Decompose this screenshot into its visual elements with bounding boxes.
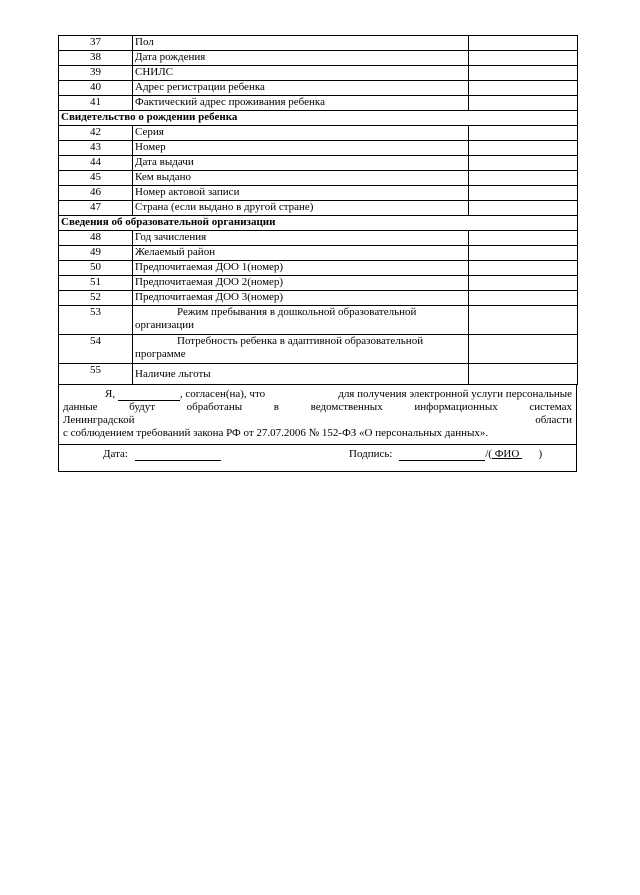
row-label: Номер <box>133 141 469 156</box>
table-row <box>59 126 578 141</box>
table-row <box>59 306 578 335</box>
row-label: Пол <box>133 36 469 51</box>
row-number: 48 <box>59 231 133 246</box>
row-label: Номер актовой записи <box>133 186 469 201</box>
signature-block <box>58 445 577 472</box>
value-cell[interactable] <box>469 141 578 156</box>
row-label: Адрес регистрации ребенка <box>133 81 469 96</box>
consent-law: с соблюдением требований закона РФ от 27.07.2006 № 152-ФЗ «О персональных данных». <box>63 427 489 439</box>
value-cell[interactable] <box>469 306 578 335</box>
row-number: 54 <box>59 335 133 364</box>
value-cell[interactable] <box>469 81 578 96</box>
consent-word: данные <box>63 401 98 413</box>
table-row <box>59 246 578 261</box>
value-cell[interactable] <box>469 364 578 385</box>
row-label: СНИЛС <box>133 66 469 81</box>
row-label <box>133 306 469 335</box>
consent-lead <box>63 388 265 401</box>
row-number: 50 <box>59 261 133 276</box>
value-cell[interactable] <box>469 291 578 306</box>
section-header-educational-organization <box>59 216 578 231</box>
row-number: 44 <box>59 156 133 171</box>
table-row <box>59 81 578 96</box>
consent-line-2 <box>63 401 572 414</box>
consent-ya: Я, <box>105 388 116 400</box>
table-row <box>59 335 578 364</box>
row-number: 40 <box>59 81 133 96</box>
value-cell[interactable] <box>469 276 578 291</box>
date-blank[interactable] <box>135 460 221 461</box>
date-label: Дата: <box>103 448 128 460</box>
table-row <box>59 364 578 385</box>
value-cell[interactable] <box>469 126 578 141</box>
row-number: 43 <box>59 141 133 156</box>
value-cell[interactable] <box>469 231 578 246</box>
row-label: Серия <box>133 126 469 141</box>
table-row <box>59 66 578 81</box>
table-row <box>59 171 578 186</box>
value-cell[interactable] <box>469 186 578 201</box>
row-label-line: организации <box>135 319 195 331</box>
row-number: 37 <box>59 36 133 51</box>
section-title: Свидетельство о рождении ребенка <box>59 111 578 126</box>
row-number: 47 <box>59 201 133 216</box>
table-row <box>59 186 578 201</box>
table-row <box>59 156 578 171</box>
fio-close: ) <box>522 448 543 460</box>
value-cell[interactable] <box>469 171 578 186</box>
value-cell[interactable] <box>469 51 578 66</box>
table-row <box>59 51 578 66</box>
date-field <box>103 448 221 461</box>
table-row <box>59 201 578 216</box>
consent-word: в <box>273 401 279 413</box>
row-label-line: программе <box>135 348 186 360</box>
consent-line-3 <box>63 414 572 427</box>
row-number: 41 <box>59 96 133 111</box>
row-label: Кем выдано <box>133 171 469 186</box>
row-number: 49 <box>59 246 133 261</box>
row-label: Страна (если выдано в другой стране) <box>133 201 469 216</box>
row-label: Год зачисления <box>133 231 469 246</box>
row-number: 53 <box>59 306 133 335</box>
signature-blank[interactable] <box>399 460 485 461</box>
value-cell[interactable] <box>469 96 578 111</box>
consent-agree: , согласен(на), что <box>179 388 266 400</box>
consent-word: информационных <box>414 401 498 413</box>
consent-region-suffix: области <box>535 414 572 426</box>
value-cell[interactable] <box>469 36 578 51</box>
fio-open: /( <box>485 448 492 460</box>
row-number: 55 <box>59 364 133 385</box>
table-row <box>59 291 578 306</box>
row-number: 39 <box>59 66 133 81</box>
table-row <box>59 36 578 51</box>
form-table <box>58 35 578 385</box>
row-number: 42 <box>59 126 133 141</box>
value-cell[interactable] <box>469 246 578 261</box>
section-title: Сведения об образовательной организации <box>59 216 578 231</box>
row-number: 46 <box>59 186 133 201</box>
row-label <box>133 335 469 364</box>
table-row <box>59 231 578 246</box>
row-label: Желаемый район <box>133 246 469 261</box>
value-cell[interactable] <box>469 261 578 276</box>
row-label: Предпочитаемая ДОО 3(номер) <box>133 291 469 306</box>
row-label-line: Потребность ребенка в адаптивной образовательной <box>177 335 424 347</box>
row-number: 45 <box>59 171 133 186</box>
signature-label: Подпись: <box>349 448 393 460</box>
row-number: 52 <box>59 291 133 306</box>
value-cell[interactable] <box>469 335 578 364</box>
row-label: Дата рождения <box>133 51 469 66</box>
section-header-birth-certificate <box>59 111 578 126</box>
consent-block <box>58 385 577 445</box>
row-label-line: Режим пребывания в дошкольной образовательной <box>177 306 417 318</box>
table-row <box>59 96 578 111</box>
table-row <box>59 276 578 291</box>
form-sheet <box>58 35 577 472</box>
row-label: Дата выдачи <box>133 156 469 171</box>
value-cell[interactable] <box>469 156 578 171</box>
consent-word: будут <box>129 401 156 413</box>
row-label: Наличие льготы <box>133 364 469 385</box>
row-label: Фактический адрес проживания ребенка <box>133 96 469 111</box>
row-number: 51 <box>59 276 133 291</box>
consent-line-1 <box>63 388 572 401</box>
consent-region: Ленинградской <box>63 414 135 426</box>
signature-field <box>349 448 542 461</box>
consent-word: системах <box>529 401 572 413</box>
table-row <box>59 261 578 276</box>
row-number: 38 <box>59 51 133 66</box>
value-cell[interactable] <box>469 201 578 216</box>
consent-tail: для получения электронной услуги персональные <box>338 388 572 400</box>
table-row <box>59 141 578 156</box>
value-cell[interactable] <box>469 66 578 81</box>
fio-label: ФИО <box>491 448 523 460</box>
consent-word: обработаны <box>186 401 243 413</box>
row-label: Предпочитаемая ДОО 1(номер) <box>133 261 469 276</box>
consent-word: ведомственных <box>310 401 383 413</box>
row-label: Предпочитаемая ДОО 2(номер) <box>133 276 469 291</box>
